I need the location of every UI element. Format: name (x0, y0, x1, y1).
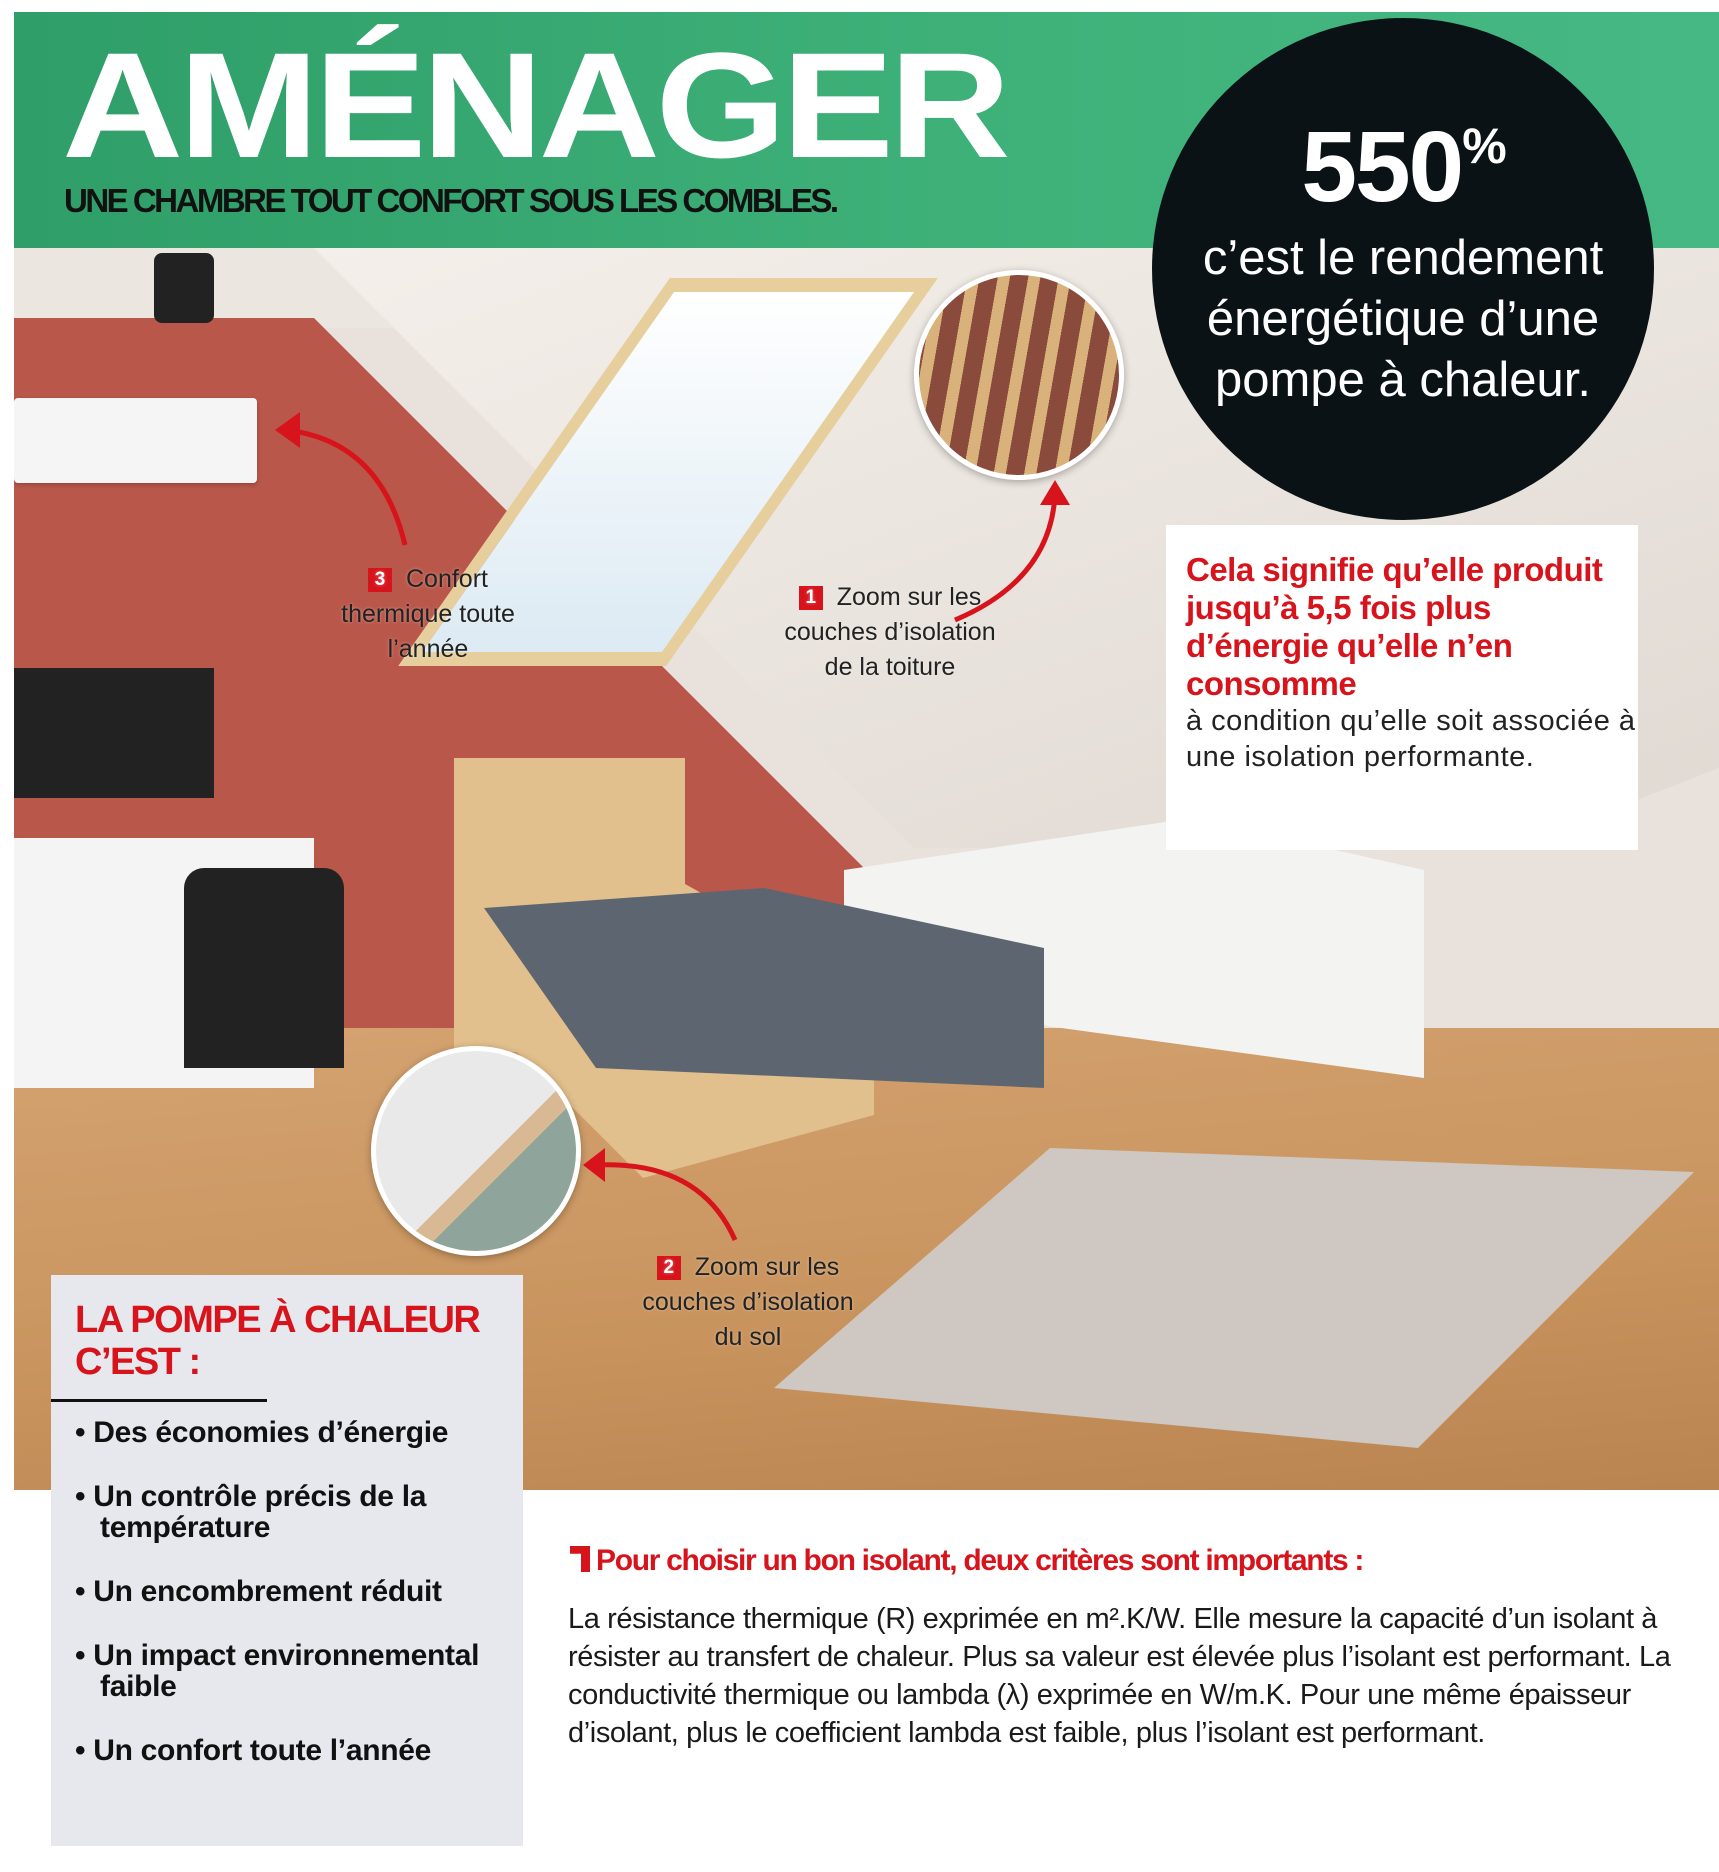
page-title: AMÉNAGER (62, 21, 1007, 189)
callout-text: Zoom sur les couches d’isolation de la toiture (784, 583, 996, 681)
list-item: • Un contrôle précis de la température (75, 1481, 523, 1543)
info-text: à condition qu’elle soit associée à une isolation performante. (1186, 705, 1636, 773)
criteria-heading (568, 1544, 1363, 1578)
callout-number: 3 (368, 568, 392, 592)
divider (51, 1399, 267, 1402)
stat-circle (1152, 18, 1654, 520)
callout-text: Zoom sur les couches d’isolation du sol (642, 1253, 854, 1351)
floor-insulation-zoom (371, 1046, 581, 1256)
callout-number: 2 (657, 1256, 681, 1280)
benefits-box (51, 1275, 523, 1846)
benefits-title: LA POMPE À CHALEUR C’EST : (75, 1299, 480, 1383)
page-subtitle: UNE CHAMBRE TOUT CONFORT SOUS LES COMBLES. (64, 182, 837, 219)
roof-insulation-zoom (914, 270, 1124, 480)
list-item: • Un impact environnemental faible (75, 1640, 523, 1702)
office-chair (184, 868, 344, 1068)
info-box (1166, 525, 1638, 850)
list-item: • Un confort toute l’année (75, 1735, 523, 1766)
criteria-heading-text: Pour choisir un bon isolant, deux critères sont importants : (596, 1544, 1364, 1577)
stat-number: 550 (1301, 111, 1463, 223)
callout-text: Confort thermique toute l’année (341, 565, 515, 663)
criteria-body: La résistance thermique (R) exprimée en m².K/W. Elle mesure la capacité d’un isolant à résister au transfert de chaleur. Plus sa valeur est élevée plus l’isolant est performant. La conductivité thermique ou lambda (λ) exprimée en W/m.K. Pour une même épaisseur d’isolant, plus le coefficient lambda est faible, plus l’isolant est performant. (568, 1603, 1671, 1749)
stat-text: c’est le rendement énergétique d’une pompe à chaleur. (1202, 231, 1604, 407)
callout-number: 1 (799, 586, 823, 610)
callout-1 (770, 580, 1010, 685)
air-conditioner (14, 398, 257, 483)
list-item: • Un encombrement réduit (75, 1576, 523, 1607)
ceiling-spotlight (154, 253, 214, 323)
callout-3 (318, 562, 538, 667)
monitor (14, 668, 214, 798)
list-item: • Des économies d’énergie (75, 1417, 523, 1448)
stat-unit: % (1462, 118, 1505, 174)
benefits-list (75, 1417, 523, 1799)
info-highlight: Cela signifie qu’elle produit jusqu’à 5,5 fois plus d’énergie qu’elle n’en consomme (1186, 551, 1603, 702)
callout-2 (628, 1250, 868, 1355)
stat-value (1152, 110, 1654, 225)
